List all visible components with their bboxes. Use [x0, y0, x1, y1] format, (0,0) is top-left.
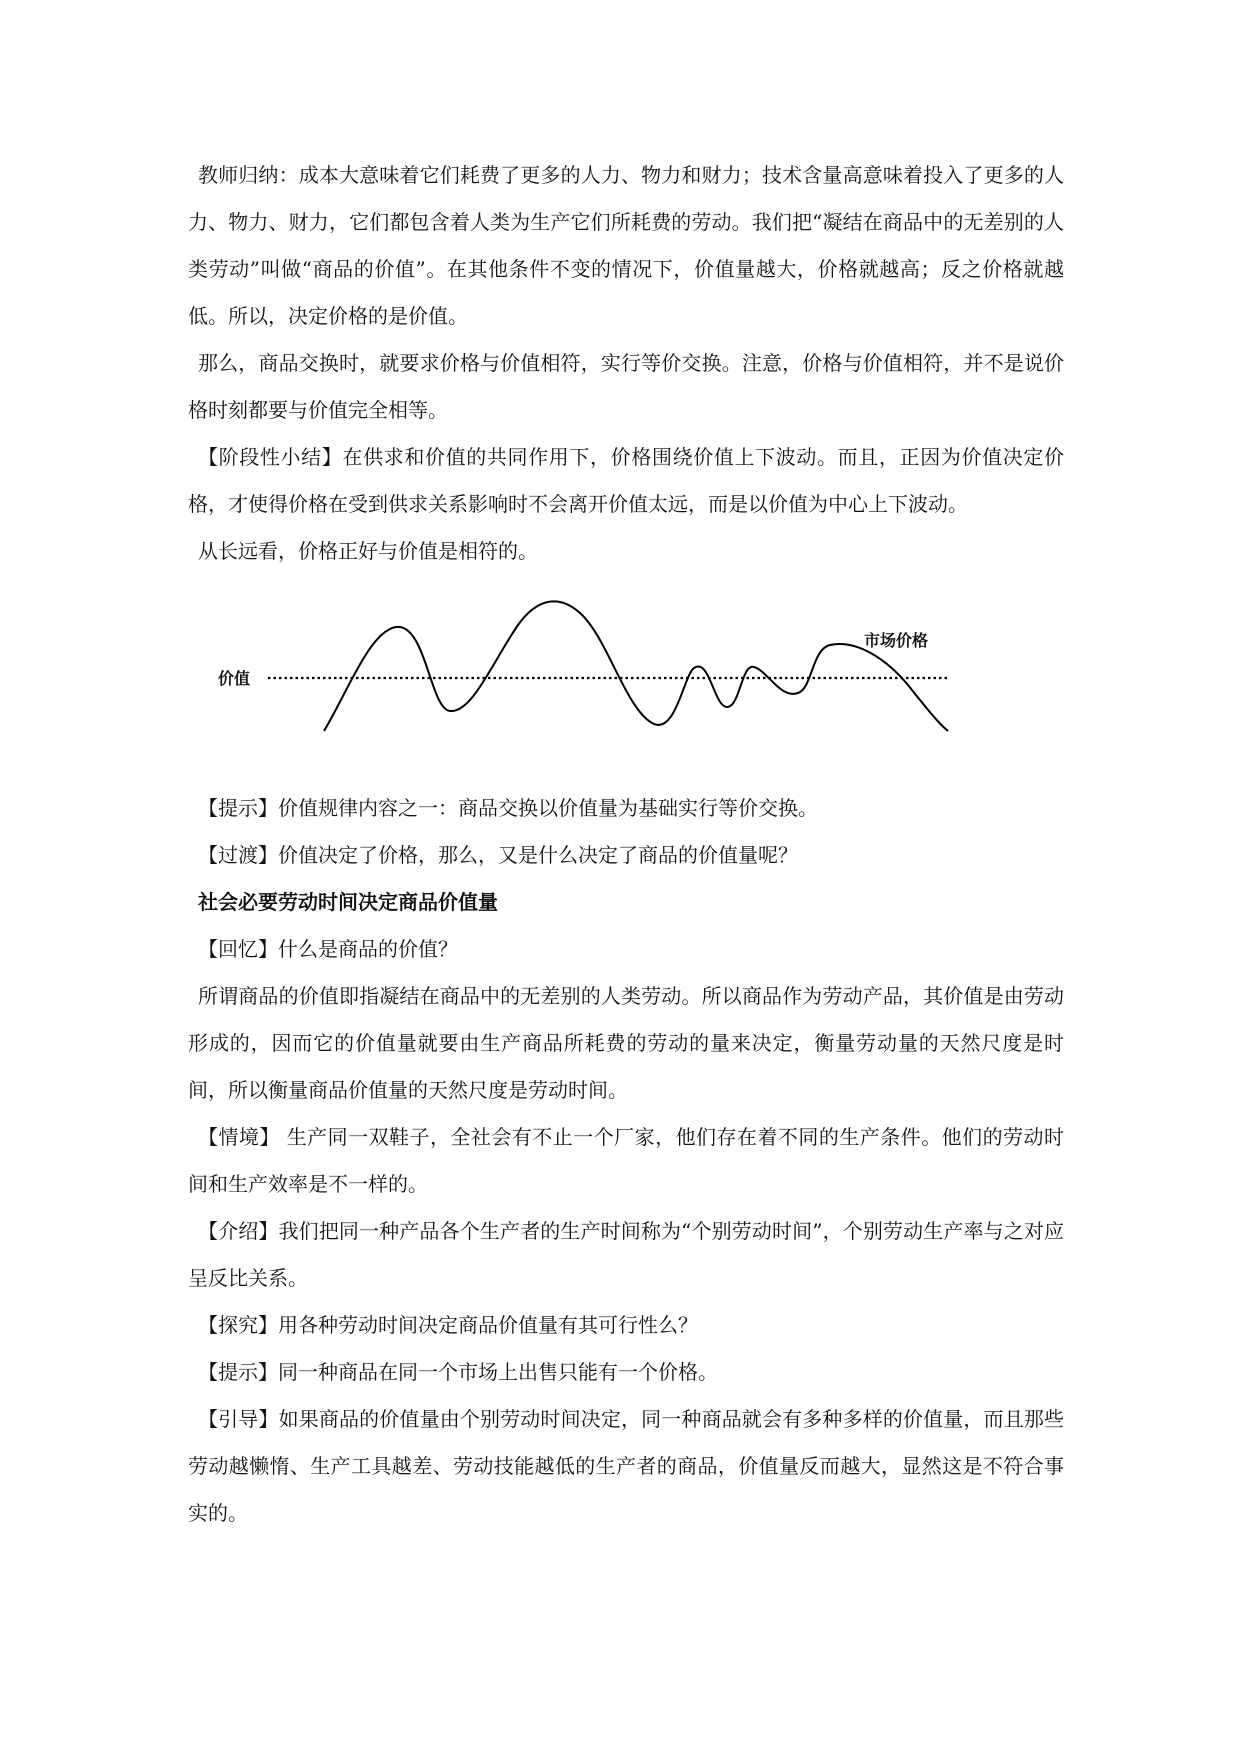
paragraph-transition: 【过渡】价值决定了价格，那么，又是什么决定了商品的价值量呢？ — [198, 843, 798, 867]
price-fluctuation-svg — [188, 583, 1064, 773]
paragraph-long-run: 从长远看，价格正好与价值是相符的。 — [198, 539, 538, 563]
paragraph-teacher-summary: 教师归纳：成本大意味着它们耗费了更多的人力、物力和财力；技术含量高意味着投入了更多的人力、物力、财力，它们都包含着人类为生产它们所耗费的劳动。我们把“凝结在商品中的无差别的人类劳动”叫做“商品的价值”。在其他条件不变的情况下，价值量越大，价格就越高；反之价格就越低。所以，决定价格的是价值。 — [188, 163, 1064, 328]
price-value-diagram — [188, 583, 1064, 773]
paragraph-hint-law: 【提示】价值规律内容之一：商品交换以价值量为基础实行等价交换。 — [198, 796, 818, 820]
paragraph-value-definition: 所谓商品的价值即指凝结在商品中的无差别的人类劳动。所以商品作为劳动产品，其价值是由劳动形成的，因而它的价值量就要由生产商品所耗费的劳动的量来决定，衡量劳动量的天然尺度是时间，所以衡量商品价值量的天然尺度是劳动时间。 — [188, 984, 1064, 1102]
paragraph-introduction: 【介绍】我们把同一种产品各个生产者的生产时间称为“个别劳动时间”，个别劳动生产率与之对应呈反比关系。 — [188, 1219, 1064, 1290]
paragraph-equal-exchange: 那么，商品交换时，就要求价格与价值相符，实行等价交换。注意，价格与价值相符，并不是说价格时刻都要与价值完全相等。 — [188, 351, 1064, 422]
market-price-label: 市场价格 — [864, 631, 929, 650]
paragraph-scenario: 【情境】 生产同一双鞋子，全社会有不止一个厂家，他们存在着不同的生产条件。他们的劳动时间和生产效率是不一样的。 — [188, 1125, 1064, 1196]
paragraph-recall: 【回忆】什么是商品的价值？ — [198, 937, 458, 961]
market-price-curve — [324, 601, 948, 731]
section-heading: 社会必要劳动时间决定商品价值量 — [198, 890, 498, 914]
paragraph-inquiry: 【探究】用各种劳动时间决定商品价值量有其可行性么？ — [198, 1313, 698, 1337]
paragraph-guidance: 【引导】如果商品的价值量由个别劳动时间决定，同一种商品就会有多种多样的价值量，而且那些劳动越懒惰、生产工具越差、劳动技能越低的生产者的商品，价值量反而越大，显然这是不符合事实的。 — [188, 1407, 1064, 1525]
document-body — [188, 152, 1064, 1537]
paragraph-stage-summary: 【阶段性小结】在供求和价值的共同作用下，价格围绕价值上下波动。而且，正因为价值决定价格，才使得价格在受到供求关系影响时不会离开价值太远，而是以价值为中心上下波动。 — [188, 445, 1064, 516]
value-label: 价值 — [218, 669, 251, 688]
paragraph-hint-price: 【提示】同一种商品在同一个市场上出售只能有一个价格。 — [198, 1360, 718, 1384]
